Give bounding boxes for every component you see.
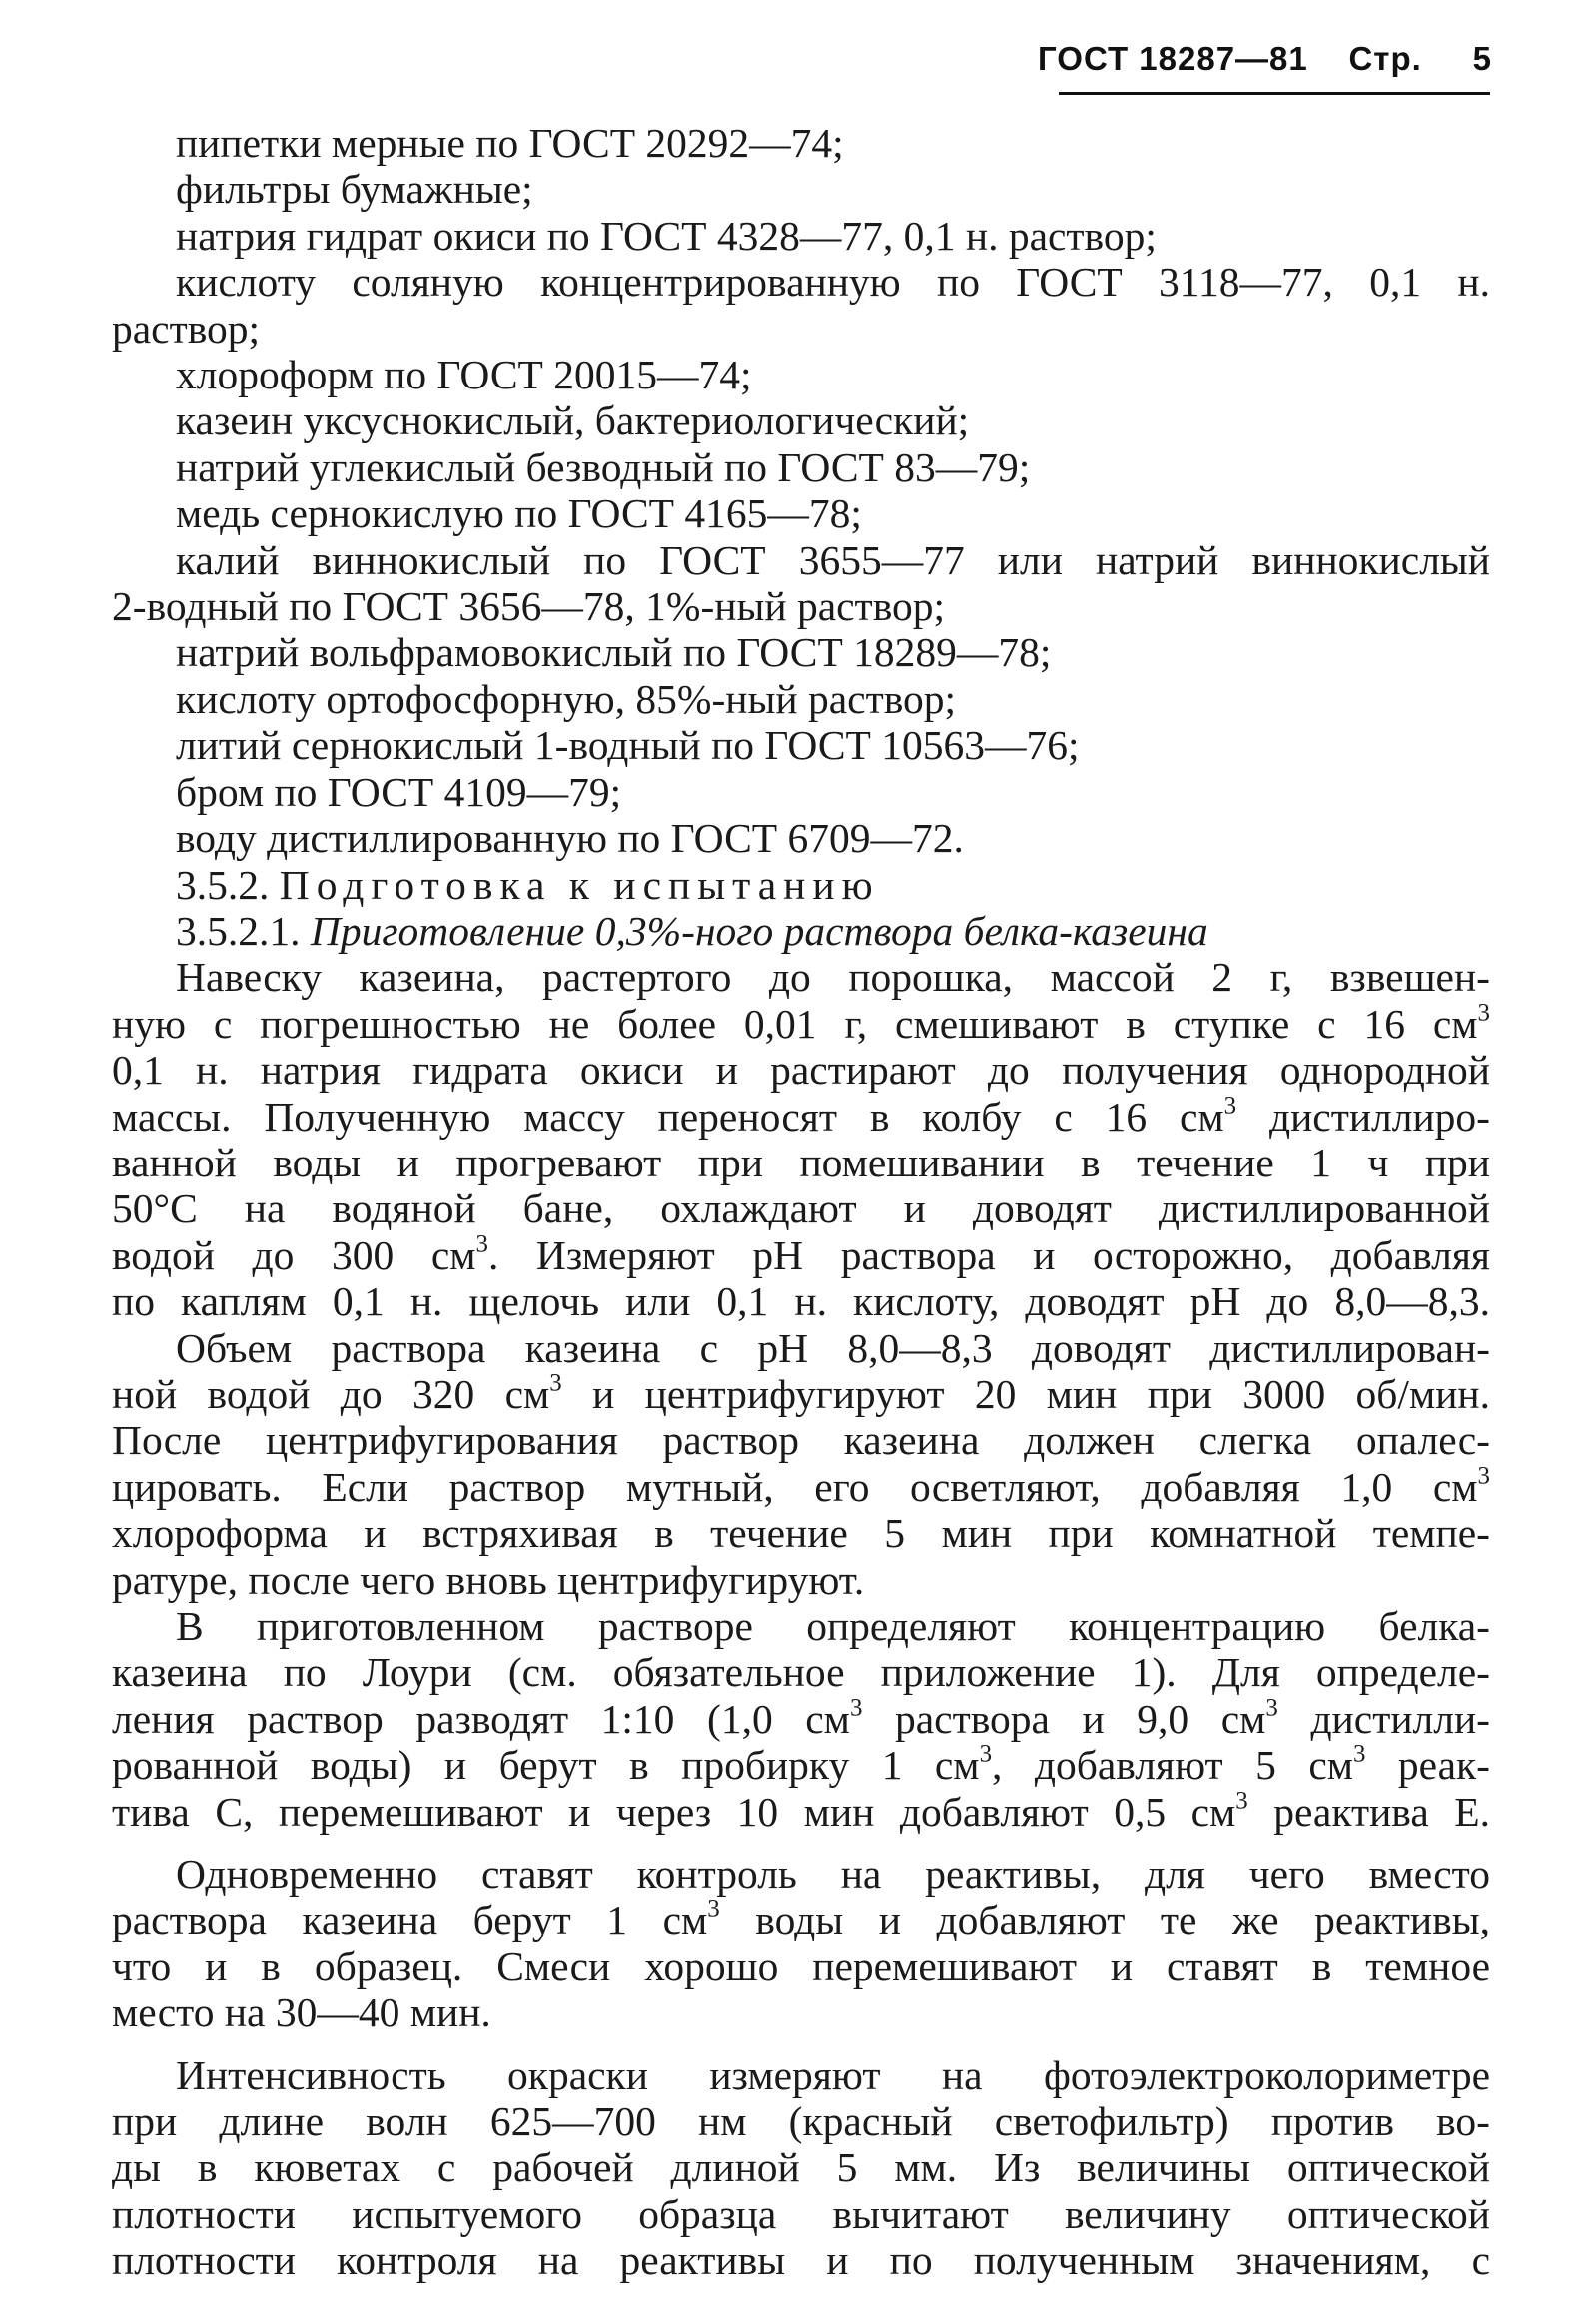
list-item: фильтры бумажные; [176,166,533,213]
text-line: водой до 300 $см^3$. Измеряют рН раствора и осторожно, добавляя [112,1230,1490,1278]
text-line: что и в образец. Смеси хорошо перемешивают и ставят в темное [112,1942,1490,1989]
paragraph-2 [112,1325,1490,1603]
text-line: ную с погрешностью не более 0,01 г, смешивают в ступке с 16 $см^3$ [112,999,1490,1047]
text-line: В приготовленном растворе определяют концентрацию белка- [176,1603,1490,1649]
text-line: массы. Полученную массу переносят в колбу с 16 $см^3$ дистиллиро- [112,1092,1490,1140]
section-number: 3.5.2.1. [176,907,301,954]
list-item: медь сернокислую по ГОСТ 4165—78; [176,490,862,537]
text-line: Навеску казеина, растертого до порошка, массой 2 г, взвешен- [176,954,1490,1001]
text-line: 0,1 н. натрия гидрата окиси и растирают до получения однородной [112,1047,1490,1094]
text-line: ванной воды и прогревают при помешивании в течение 1 ч при [112,1139,1490,1185]
text-line: ной водой до 320 $см^3$ и центрифугируют 20 мин при 3000 об/мин. [112,1369,1491,1417]
list-item: казеин уксуснокислый, бактериологический; [176,397,970,444]
paragraph-5 [112,2052,1490,2284]
text-line: рованной воды) и берут в пробирку 1 $см^3$, добавляют 5 $см^3$ реак- [112,1740,1490,1789]
text-line: 50°С на водяной бане, охлаждают и доводят дистиллированной [112,1185,1490,1232]
text-line: цировать. Если раствор мутный, его осветляют, добавляя 1,0 $см^3$ [112,1462,1490,1510]
section-title: Подготовка к испытанию [279,861,880,908]
list-item: натрия гидрат окиси по ГОСТ 4328—77, 0,1 н. раствор; [176,212,1157,259]
section-title: Приготовление 0,3%-ного раствора белка-казеина [310,907,1208,954]
text-line: при длине волн 625—700 нм (красный светофильтр) против во- [112,2098,1490,2145]
gost-number: ГОСТ 18287—81 [1038,40,1308,77]
paragraph-3 [112,1603,1490,1835]
document-body [112,120,1490,2284]
header-rule [1059,92,1490,95]
list-item: кислоту соляную концентрированную по ГОСТ 3118—77, 0,1 н. [176,259,1490,306]
materials-list [112,120,1490,862]
text-line: ления раствор разводят 1:10 (1,0 $см^3$ раствора и 9,0 $см^3$ дистилли- [112,1694,1490,1742]
text-line: по каплям 0,1 н. щелочь или 0,1 н. кислоту, доводят рН до 8,0—8,3. [112,1278,1490,1325]
list-item: литий сернокислый 1-водный по ГОСТ 10563—76; [176,722,1080,769]
page-header [999,40,1492,78]
list-item: кислоту ортофосфорную, 85%-ный раствор; [176,675,957,722]
paragraph-4 [112,1851,1490,2036]
text-line: казеина по Лоури (см. обязательное приложение 1). Для определе- [112,1649,1490,1696]
list-item: натрий углекислый безводный по ГОСТ 83—79; [176,443,1031,490]
page-number: 5 [1472,40,1492,77]
text-line: ды в кюветах с рабочей длиной 5 мм. Из величины оптической [112,2144,1490,2191]
paragraph-1 [112,954,1490,1324]
text-line: плотности испытуемого образца вычитают величину оптической [112,2190,1490,2237]
list-item: бром по ГОСТ 4109—79; [176,768,622,815]
section-number: 3.5.2. [176,861,270,908]
text-line: Объем раствора казеина с рН 8,0—8,3 доводят дистиллирован- [176,1324,1490,1371]
text-line: хлороформа и встряхивая в течение 5 мин при комнатной темпе- [112,1510,1490,1557]
text-line: тива С, перемешивают и через 10 мин добавляют 0,5 $см^3$ реактива Е. [112,1787,1490,1835]
text-line: ратуре, после чего вновь центрифугируют. [112,1556,865,1603]
text-line: плотности контроля на реактивы и по полученным значениям, с [112,2237,1490,2284]
list-item: калий виннокислый по ГОСТ 3655—77 или натрий виннокислый [176,536,1490,583]
text-line: Одновременно ставят контроль на реактивы, для чего вместо [176,1851,1490,1898]
text-line: После центрифугирования раствор казеина должен слегка опалес- [112,1417,1490,1464]
list-item-continuation: 2-водный по ГОСТ 3656—78, 1%-ный раствор; [112,583,946,630]
list-item: воду дистиллированную по ГОСТ 6709—72. [176,815,964,862]
list-item-continuation: раствор; [112,305,261,352]
text-line: Интенсивность окраски измеряют на фотоэлектроколориметре [176,2051,1490,2098]
list-item: пипетки мерные по ГОСТ 20292—74; [176,120,844,166]
page-label: Стр. [1348,40,1422,77]
text-line: место на 30—40 мин. [112,1989,491,2036]
text-line: раствора казеина берут 1 $см^3$ воды и добавляют те же реактивы, [112,1896,1490,1943]
list-item: натрий вольфрамовокислый по ГОСТ 18289—78; [176,629,1052,676]
section-heading-3-5-2-1 [112,908,1490,954]
section-heading-3-5-2 [112,862,1490,908]
list-item: хлороформ по ГОСТ 20015—74; [176,352,752,398]
